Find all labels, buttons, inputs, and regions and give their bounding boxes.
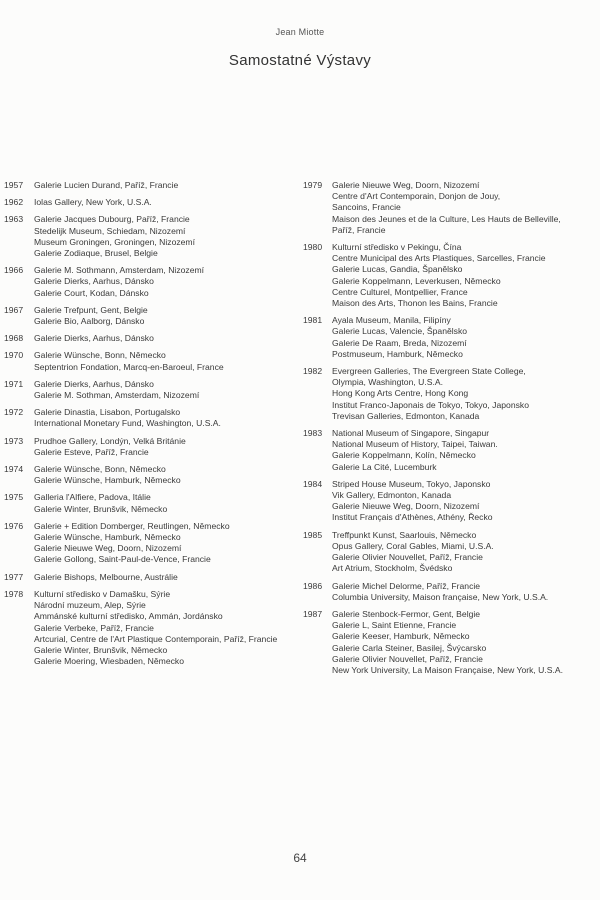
exhibition-venue: Artcurial, Centre de l'Art Plastique Contemporain, Paříž, Francie: [34, 633, 278, 644]
exhibition-venue: Galerie Lucas, Valencie, Španělsko: [332, 326, 468, 337]
exhibition-venue: Galerie Jacques Dubourg, Paříž, Francie: [34, 214, 190, 225]
exhibition-venues: [332, 581, 600, 603]
exhibition-venue: Galerie Lucas, Gandia, Španělsko: [332, 264, 463, 275]
exhibition-year: 1987: [303, 608, 323, 619]
exhibition-venue: Galerie Wünsche, Bonn, Německo: [34, 350, 166, 361]
exhibition-year: 1962: [4, 197, 24, 208]
exhibition-year: 1986: [303, 580, 323, 591]
exhibition-venues: [332, 315, 600, 360]
exhibition-entry: [303, 180, 600, 236]
exhibition-venue: Olympia, Washington, U.S.A.: [332, 377, 443, 388]
exhibition-venue: Galerie Keeser, Hamburk, Německo: [332, 631, 470, 642]
exhibition-venues: [332, 428, 600, 473]
exhibition-venue: Galerie Stenbock-Fermor, Gent, Belgie: [332, 608, 481, 619]
exhibition-year: 1957: [4, 180, 24, 190]
exhibition-venue: Galerie Nieuwe Weg, Doorn, Nizozemí: [332, 501, 480, 512]
exhibition-venue: Galerie Bishops, Melbourne, Austrálie: [34, 571, 178, 582]
exhibition-entry: [4, 214, 296, 259]
exhibition-venue: Galerie Koppelmann, Kolín, Německo: [332, 450, 476, 461]
exhibition-venue: Institut Franco-Japonais de Tokyo, Tokyo, Japonsko: [332, 399, 529, 410]
exhibition-venue: Maison des Jeunes et de la Culture, Les Hauts de Belleville,: [332, 213, 561, 224]
exhibition-venue: Kulturní středisko v Damašku, Sýrie: [34, 588, 171, 599]
exhibition-year: 1978: [4, 588, 24, 599]
exhibition-entry: [303, 609, 600, 676]
exhibition-venue: Sancoins, Francie: [332, 202, 401, 213]
exhibition-entry: [4, 436, 296, 458]
exhibition-year: 1974: [4, 464, 24, 475]
exhibition-year: 1970: [4, 350, 24, 361]
exhibition-year: 1963: [4, 214, 24, 225]
exhibition-year: 1985: [303, 529, 323, 540]
exhibition-entry: [4, 265, 296, 299]
page-number: 64: [293, 851, 307, 865]
exhibition-venue: Galerie Gollong, Saint-Paul-de-Vence, Francie: [34, 554, 211, 565]
exhibition-venues: [34, 333, 296, 344]
exhibition-venue: Galerie Esteve, Paříž, Francie: [34, 446, 149, 457]
exhibition-entry: [4, 305, 296, 327]
exhibitions-column-right: [303, 180, 600, 676]
exhibition-venue: Galerie Wünsche, Bonn, Německo: [34, 464, 166, 475]
exhibition-venues: [34, 572, 296, 583]
exhibition-venue: Vik Gallery, Edmonton, Kanada: [332, 490, 452, 501]
exhibition-entry: [4, 180, 296, 191]
exhibition-entry: [303, 242, 600, 309]
exhibition-venue: Prudhoe Gallery, Londýn, Velká Británie: [34, 435, 186, 446]
exhibition-venue: National Museum of Singapore, Singapur: [332, 428, 490, 439]
exhibition-venue: Galerie La Cité, Lucemburk: [332, 461, 437, 472]
exhibition-venue: Galerie M. Sothmann, Amsterdam, Nizozemí: [34, 265, 205, 276]
author-name: Jean Miotte: [275, 27, 325, 37]
exhibition-venue: Art Atrium, Stockholm, Švédsko: [332, 563, 453, 574]
exhibition-entry: [4, 589, 296, 667]
exhibition-year: 1967: [4, 304, 24, 315]
exhibition-venues: [332, 366, 600, 422]
exhibition-entry: [4, 521, 296, 566]
exhibition-venue: Galerie Olivier Nouvellet, Paříž, Francie: [332, 653, 483, 664]
exhibition-venue: Galerie Wünsche, Hamburk, Německo: [34, 475, 181, 486]
exhibition-venue: Galerie De Raam, Breda, Nizozemí: [332, 337, 467, 348]
exhibition-venue: Striped House Museum, Tokyo, Japonsko: [332, 478, 491, 489]
exhibition-venues: [34, 214, 296, 259]
exhibition-venue: Maison des Arts, Thonon les Bains, Francie: [332, 298, 498, 309]
exhibition-venues: [332, 609, 600, 676]
exhibition-entry: [303, 366, 600, 422]
exhibition-year: 1982: [303, 366, 323, 377]
exhibition-venue: Galerie Zodiaque, Brusel, Belgie: [34, 248, 158, 259]
exhibition-venue: Galerie + Edition Domberger, Reutlingen, Německo: [34, 520, 230, 531]
exhibition-year: 1972: [4, 407, 24, 418]
exhibition-entry: [4, 492, 296, 514]
exhibition-year: 1980: [303, 242, 323, 253]
exhibition-venue: Galerie Winter, Brunšvik, Německo: [34, 644, 168, 655]
exhibition-venues: [34, 407, 296, 429]
exhibition-venues: [34, 197, 296, 208]
exhibition-venues: [34, 436, 296, 458]
exhibition-venue: Iolas Gallery, New York, U.S.A.: [34, 197, 152, 208]
exhibition-venues: [34, 521, 296, 566]
exhibition-venue: Stedelijk Museum, Schiedam, Nizozemí: [34, 225, 186, 236]
exhibition-venue: Galerie Bio, Aalborg, Dánsko: [34, 316, 145, 327]
exhibition-entry: [4, 464, 296, 486]
exhibition-venue: Ammánské kulturní středisko, Ammán, Jordánsko: [34, 611, 223, 622]
exhibition-entry: [4, 572, 296, 583]
exhibition-year: 1971: [4, 378, 24, 389]
exhibition-venue: Galerie Michel Delorme, Paříž, Francie: [332, 580, 481, 591]
exhibition-year: 1975: [4, 492, 24, 503]
exhibition-venues: [34, 265, 296, 299]
exhibition-venues: [332, 180, 600, 236]
exhibition-venue: Galerie M. Sothman, Amsterdam, Nizozemí: [34, 390, 200, 401]
exhibition-entry: [303, 581, 600, 603]
exhibition-venues: [34, 305, 296, 327]
exhibition-venue: Galerie Trefpunt, Gent, Belgie: [34, 304, 148, 315]
exhibition-year: 1973: [4, 435, 24, 446]
exhibition-venue: Galerie Dierks, Aarhus, Dánsko: [34, 333, 154, 344]
exhibitions-column-left: [4, 180, 296, 667]
exhibition-venues: [34, 180, 296, 191]
exhibition-entry: [4, 379, 296, 401]
exhibition-year: 1983: [303, 428, 323, 439]
exhibition-entry: [4, 350, 296, 372]
exhibition-entry: [4, 407, 296, 429]
exhibition-entry: [4, 333, 296, 344]
exhibition-venue: Ayala Museum, Manila, Filipíny: [332, 315, 451, 326]
exhibition-venue: Galerie Dierks, Aarhus, Dánsko: [34, 378, 154, 389]
exhibition-venue: Galerie Verbeke, Paříž, Francie: [34, 622, 154, 633]
exhibition-entry: [303, 428, 600, 473]
exhibition-venue: Postmuseum, Hamburk, Německo: [332, 348, 463, 359]
exhibition-venue: Galerie Court, Kodan, Dánsko: [34, 287, 149, 298]
exhibition-venues: [34, 492, 296, 514]
exhibition-entry: [303, 530, 600, 575]
exhibition-venue: Galerie Koppelmann, Leverkusen, Německo: [332, 275, 501, 286]
exhibition-venue: Opus Gallery, Coral Gables, Miami, U.S.A.: [332, 540, 494, 551]
exhibition-venues: [34, 589, 296, 667]
exhibition-entry: [4, 197, 296, 208]
exhibition-year: 1981: [303, 315, 323, 326]
exhibition-year: 1979: [303, 180, 323, 190]
exhibition-venue: Institut Français d'Athènes, Athény, Řecko: [332, 512, 493, 523]
exhibition-venue: Evergreen Galleries, The Evergreen State College,: [332, 366, 526, 377]
exhibition-venue: Galleria l'Alfiere, Padova, Itálie: [34, 492, 151, 503]
exhibition-venue: International Monetary Fund, Washington, U.S.A.: [34, 418, 221, 429]
exhibition-year: 1976: [4, 520, 24, 531]
exhibition-venue: Národní muzeum, Alep, Sýrie: [34, 600, 146, 611]
exhibition-venue: Columbia University, Maison française, New York, U.S.A.: [332, 591, 549, 602]
exhibition-venue: Paříž, Francie: [332, 224, 386, 235]
exhibition-venue: Galerie L, Saint Etienne, Francie: [332, 620, 457, 631]
exhibition-venue: Galerie Dierks, Aarhus, Dánsko: [34, 276, 154, 287]
exhibition-venues: [34, 379, 296, 401]
exhibition-venue: Centre Municipal des Arts Plastiques, Sarcelles, Francie: [332, 253, 546, 264]
exhibition-venue: National Museum of History, Taipei, Taiwan.: [332, 439, 498, 450]
exhibition-year: 1984: [303, 478, 323, 489]
exhibition-venue: Galerie Nieuwe Weg, Doorn, Nizozemí: [332, 180, 480, 190]
exhibition-venues: [332, 530, 600, 575]
exhibition-venue: Centre d'Art Contemporain, Donjon de Jouy,: [332, 191, 501, 202]
exhibition-venues: [332, 479, 600, 524]
exhibition-venue: Septentrion Fondation, Marcq-en-Baroeul, France: [34, 361, 224, 372]
page-title: Samostatné Výstavy: [228, 52, 372, 69]
exhibition-venue: New York University, La Maison Française, New York, U.S.A.: [332, 664, 564, 675]
exhibition-venue: Galerie Carla Steiner, Basilej, Švýcarsko: [332, 642, 487, 653]
exhibition-venues: [332, 242, 600, 309]
exhibition-venue: Hong Kong Arts Centre, Hong Kong: [332, 388, 469, 399]
exhibition-entry: [303, 315, 600, 360]
exhibition-venues: [34, 350, 296, 372]
exhibition-year: 1968: [4, 333, 24, 344]
exhibition-venue: Galerie Olivier Nouvellet, Paříž, Francie: [332, 552, 483, 563]
exhibition-venue: Centre Culturel, Montpellier, France: [332, 286, 468, 297]
exhibition-venue: Kulturní středisko v Pekingu, Čína: [332, 242, 462, 253]
exhibition-venue: Trevisan Galleries, Edmonton, Kanada: [332, 410, 480, 421]
exhibition-venue: Galerie Lucien Durand, Paříž, Francie: [34, 180, 179, 190]
exhibition-venue: Treffpunkt Kunst, Saarlouis, Německo: [332, 529, 477, 540]
exhibition-venue: Galerie Moering, Wiesbaden, Německo: [34, 656, 184, 667]
exhibition-year: 1977: [4, 571, 24, 582]
exhibition-venue: Galerie Nieuwe Weg, Doorn, Nizozemí: [34, 543, 182, 554]
exhibition-entry: [303, 479, 600, 524]
exhibition-venue: Galerie Winter, Brunšvik, Německo: [34, 503, 168, 514]
exhibition-venue: Galerie Wünsche, Hamburk, Německo: [34, 532, 181, 543]
exhibition-venue: Museum Groningen, Groningen, Nizozemí: [34, 236, 195, 247]
exhibition-venue: Galerie Dinastia, Lisabon, Portugalsko: [34, 407, 181, 418]
exhibition-venues: [34, 464, 296, 486]
exhibition-year: 1966: [4, 265, 24, 276]
